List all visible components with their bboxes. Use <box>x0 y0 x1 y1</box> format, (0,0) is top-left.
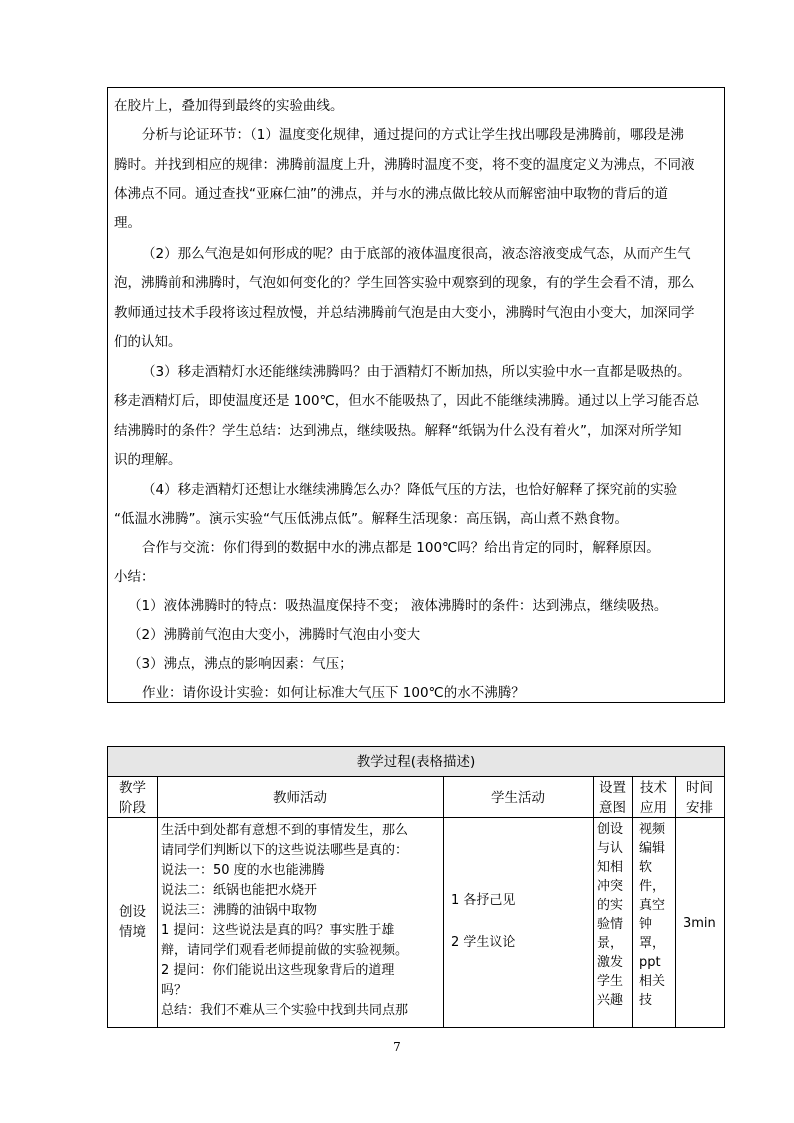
tech-cell <box>639 820 674 1010</box>
teacher-line: 吗？ <box>161 983 188 998</box>
tech-line: 钟 <box>639 917 653 932</box>
intent-line: 兴趣 <box>597 993 624 1008</box>
header-time-line2: 安排 <box>686 800 713 816</box>
text-line: 泡，沸腾前和沸腾时，气泡如何变化的？学生回答实验中观察到的现象，有的学生会看不清，那么 <box>114 275 695 291</box>
header-tech <box>632 778 675 818</box>
header-time <box>675 778 724 818</box>
intent-line: 知相 <box>597 860 624 875</box>
header-time-line1: 时间 <box>686 780 713 796</box>
tech-line: 视频 <box>639 822 666 837</box>
text-line: “低温水沸腾”。演示实验“气压低沸点低”。解释生活现象：高压锅，高山煮不熟食物。 <box>114 511 628 527</box>
intent-cell <box>597 820 631 1010</box>
tech-line: 真空 <box>639 898 666 913</box>
stage-line2: 情境 <box>119 924 146 940</box>
stage-line1: 创设 <box>119 904 146 920</box>
text-line: 在胶片上，叠加得到最终的实验曲线。 <box>114 98 344 114</box>
teacher-line: 生活中到处都有意想不到的事情发生，那么 <box>161 823 409 838</box>
header-stage-line2: 阶段 <box>119 800 146 816</box>
student-line: 2 学生议论 <box>451 935 516 950</box>
header-stage-line1: 教学 <box>119 780 146 796</box>
tech-line: 罩， <box>639 936 666 951</box>
header-intent-line2: 意图 <box>599 800 626 816</box>
tech-line: 技 <box>639 993 653 1008</box>
lesson-text-box <box>107 87 725 703</box>
student-line: 1 各抒己见 <box>451 893 516 908</box>
text-line: （3）移走酒精灯水还能继续沸腾吗？由于酒精灯不断加热，所以实验中水一直都是吸热的。 <box>142 364 691 380</box>
tech-line: ppt <box>639 955 661 970</box>
text-line: 小结： <box>114 569 155 585</box>
text-line: （1）液体沸腾时的特点：吸热温度保持不变； 液体沸腾时的条件：达到沸点，继续吸热。 <box>128 598 668 614</box>
header-intent <box>593 778 632 818</box>
intent-line: 与认 <box>597 841 624 856</box>
tech-line: 相关 <box>639 974 666 989</box>
text-line: （2）那么气泡是如何形成的呢？由于底部的液体温度很高，液态溶液变成气态，从而产生气 <box>142 246 691 262</box>
intent-line: 激发 <box>597 955 624 970</box>
teacher-line: 说法三：沸腾的油锅中取物 <box>161 903 318 918</box>
text-line: 作业：请你设计实验：如何让标准大气压下 100℃的水不沸腾？ <box>142 685 525 701</box>
page-number: 7 <box>393 1040 401 1054</box>
header-stage <box>108 778 157 818</box>
text-line: 腾时。并找到相应的规律：沸腾前温度上升，沸腾时温度不变，将不变的温度定义为沸点，不同液 <box>114 157 695 173</box>
text-line: （2）沸腾前气泡由大变小，沸腾时气泡由小变大 <box>128 627 421 643</box>
text-line: 分析与论证环节：（1）温度变化规律，通过提问的方式让学生找出哪段是沸腾前，哪段是沸 <box>142 127 684 143</box>
column-divider <box>157 777 158 1027</box>
teacher-line: 说法二：纸锅也能把水烧开 <box>161 883 318 898</box>
text-line: （3）沸点，沸点的影响因素：气压； <box>128 656 353 672</box>
header-student: 学生活动 <box>491 790 545 806</box>
time-cell: 3min <box>683 916 716 931</box>
header-intent-line1: 设置 <box>599 780 626 796</box>
teacher-line: 2 提问：你们能说出这些现象背后的道理 <box>161 963 395 978</box>
intent-line: 学生 <box>597 974 624 989</box>
table-title: 教学过程(表格描述) <box>356 754 476 770</box>
teacher-line: 辩，请同学们观看老师提前做的实验视频。 <box>161 943 409 958</box>
text-line: 教师通过技术手段将该过程放慢，并总结沸腾前气泡是由大变小，沸腾时气泡由小变大，加深同学 <box>114 305 695 321</box>
header-tech-line2: 应用 <box>640 800 667 816</box>
intent-line: 创设 <box>597 822 624 837</box>
column-divider <box>443 777 444 1027</box>
text-line: （4）移走酒精灯还想让水继续沸腾怎么办？降低气压的方法，也恰好解释了探究前的实验 <box>142 482 678 498</box>
text-line: 结沸腾时的条件？学生总结：达到沸点，继续吸热。解释“纸锅为什么没有着火”，加深对所学知 <box>114 423 682 439</box>
header-teacher: 教师活动 <box>273 790 327 806</box>
intent-line: 验情 <box>597 917 624 932</box>
tech-line: 编辑 <box>639 841 666 856</box>
text-line: 移走酒精灯后，即使温度还是 100℃，但水不能吸热了，因此不能继续沸腾。通过以上学习能否总 <box>114 393 700 409</box>
tech-line: 软 <box>639 860 653 875</box>
text-line: 识的理解。 <box>114 452 182 468</box>
teaching-process-table <box>107 746 725 1028</box>
teacher-line: 请同学们判断以下的这些说法哪些是真的： <box>161 843 409 858</box>
text-line: 合作与交流：你们得到的数据中水的沸点都是 100℃吗？给出肯定的同时，解释原因。 <box>142 540 660 556</box>
intent-line: 的实 <box>597 898 624 913</box>
text-line: 理。 <box>114 215 141 231</box>
tech-line: 件， <box>639 879 666 894</box>
teacher-line: 总结：我们不难从三个实验中找到共同点那 <box>161 1003 409 1018</box>
intent-line: 冲突 <box>597 879 624 894</box>
table-title-row <box>108 747 724 777</box>
teacher-line: 说法一：50 度的水也能沸腾 <box>161 863 325 878</box>
text-line: 们的认知。 <box>114 334 182 350</box>
teacher-line: 1 提问：这些说法是真的吗？事实胜于雄 <box>161 923 395 938</box>
intent-line: 景， <box>597 936 624 951</box>
stage-cell <box>108 902 157 942</box>
text-line: 体沸点不同。通过查找“亚麻仁油”的沸点，并与水的沸点做比较从而解密油中取物的背后的道 <box>114 186 668 202</box>
header-tech-line1: 技术 <box>640 780 667 796</box>
